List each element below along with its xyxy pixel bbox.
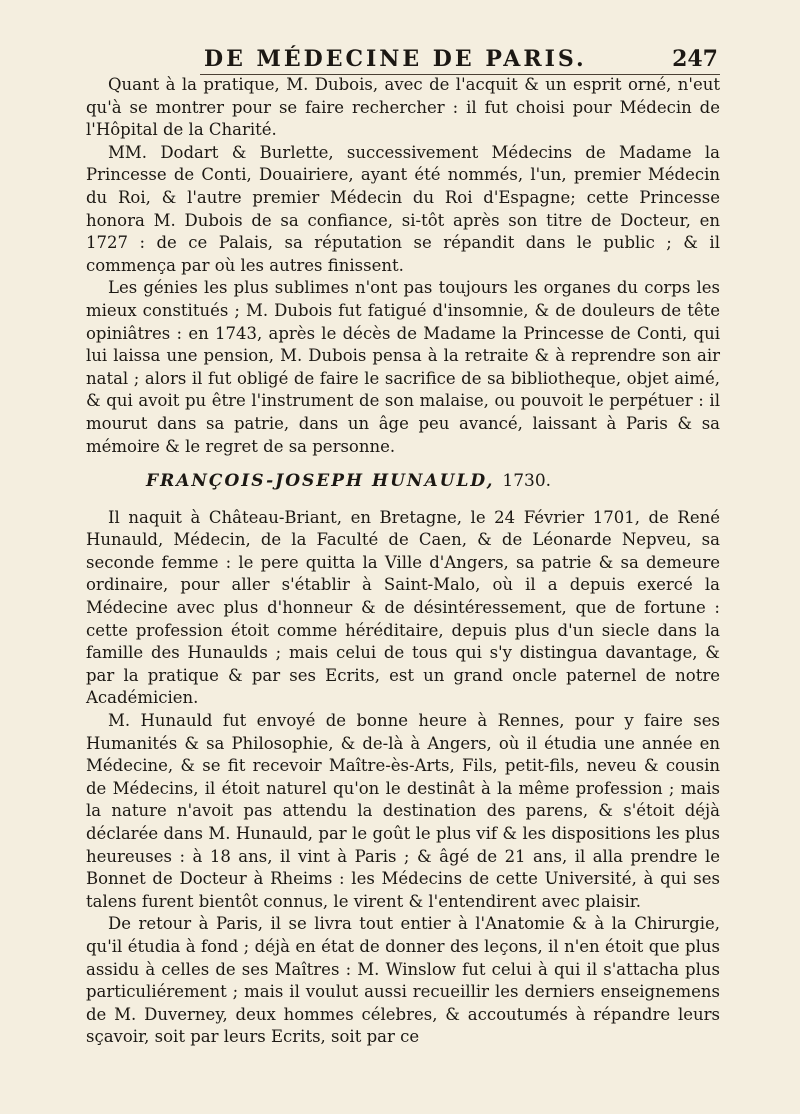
paragraph-pratique: Quant à la pratique, M. Dubois, avec de l'acquit & un esprit orné, n'eut qu'à se montrer pour se faire rechercher : il fut choisi pour Médecin de l'Hôpital de la Charité. [86,75,720,140]
running-head-title: DE MÉDECINE DE PARIS. [204,46,587,72]
paragraph-etudes: M. Hunauld fut envoyé de bonne heure à Rennes, pour y faire ses Humanités & sa Philosophie, & de-là à Angers, où il étudia une année en Médecine, & se fit recevoir Maître-ès-Arts, Fils, petit-fils, neveu & cousin de Médecins, il étoit naturel qu'on le destinât à la même profession ; mais la nature n'avoit pas attendu la destination des parens, & s'étoit déjà déclarée dans M. Hunauld, par le goût le plus vif & les dispositions les plus heureuses : à 18 ans, il vint à Paris ; & âgé de 21 ans, il alla prendre le Bonnet de Docteur à Rheims : les Médecins de cette Université, à qui ses talens furent bientôt connus, le virent & l'entendirent avec plaisir. [86,711,720,911]
page-number: 247 [672,46,718,72]
section-heading [86,470,720,493]
heading-name: FRANÇOIS-JOSEPH HUNAULD, [146,471,495,492]
paragraph-genies: Les génies les plus sublimes n'ont pas toujours les organes du corps les mieux constitués ; M. Dubois fut fatigué d'insomnie, & de douleurs de tête opiniâtres : en 1743, après le décès de Madame la Princesse de Conti, qui lui laissa une pension, M. Dubois pensa à la retraite & à reprendre son air natal ; alors il fut obligé de faire le sacrifice de sa bibliotheque, objet aimé, & qui avoit pu être l'instrument de son malaise, ou pouvoit le perpétuer : il mourut dans sa patrie, dans un âge peu avancé, laissant à Paris & sa mémoire & le regret de sa personne. [86,278,720,456]
paragraph-naissance: Il naquit à Château-Briant, en Bretagne, le 24 Février 1701, de René Hunauld, Médecin, de la Faculté de Caen, & de Léonarde Nepveu, sa seconde femme : le pere quitta la Ville d'Angers, sa patrie & sa demeure ordinaire, pour aller s'établir à Saint-Malo, où il a depuis exercé la Médecine avec plus d'honneur & de désintéressement, que de fortune : cette profession étoit comme héréditaire, depuis plus d'un siecle dans la famille des Hunaulds ; mais celui de tous qui s'y distingua davantage, & par la pratique & par ses Ecrits, est un grand oncle paternel de notre Académicien. [86,507,720,708]
paragraph-retour: De retour à Paris, il se livra tout entier à l'Anatomie & à la Chirurgie, qu'il étudia à fond ; déjà en état de donner des leçons, il n'en étoit que plus assidu à celles de ses Maîtres : M. Winslow fut celui à qui il s'attacha plus particuliérement ; mais il voulut aussi recueillir les derniers enseignemens de M. Duverney, deux hommes célebres, & accoutumés à répandre leurs sçavoir, soit par leurs Ecrits, soit par ce [86,914,720,1047]
heading-year: 1730. [502,471,552,492]
paragraph-dodart: MM. Dodart & Burlette, successivement Médecins de Madame la Princesse de Conti, Douairiere, ayant été nommés, l'un, premier Médecin du Roi, & l'autre premier Médecin du Roi d'Espagne; cette Princesse honora M. Dubois de sa confiance, si-tôt après son titre de Docteur, en 1727 : de ce Palais, sa réputation se répandit dans le public ; & il commença par où les autres finissent. [86,142,720,275]
running-head [200,44,720,75]
body-text [86,74,720,1049]
